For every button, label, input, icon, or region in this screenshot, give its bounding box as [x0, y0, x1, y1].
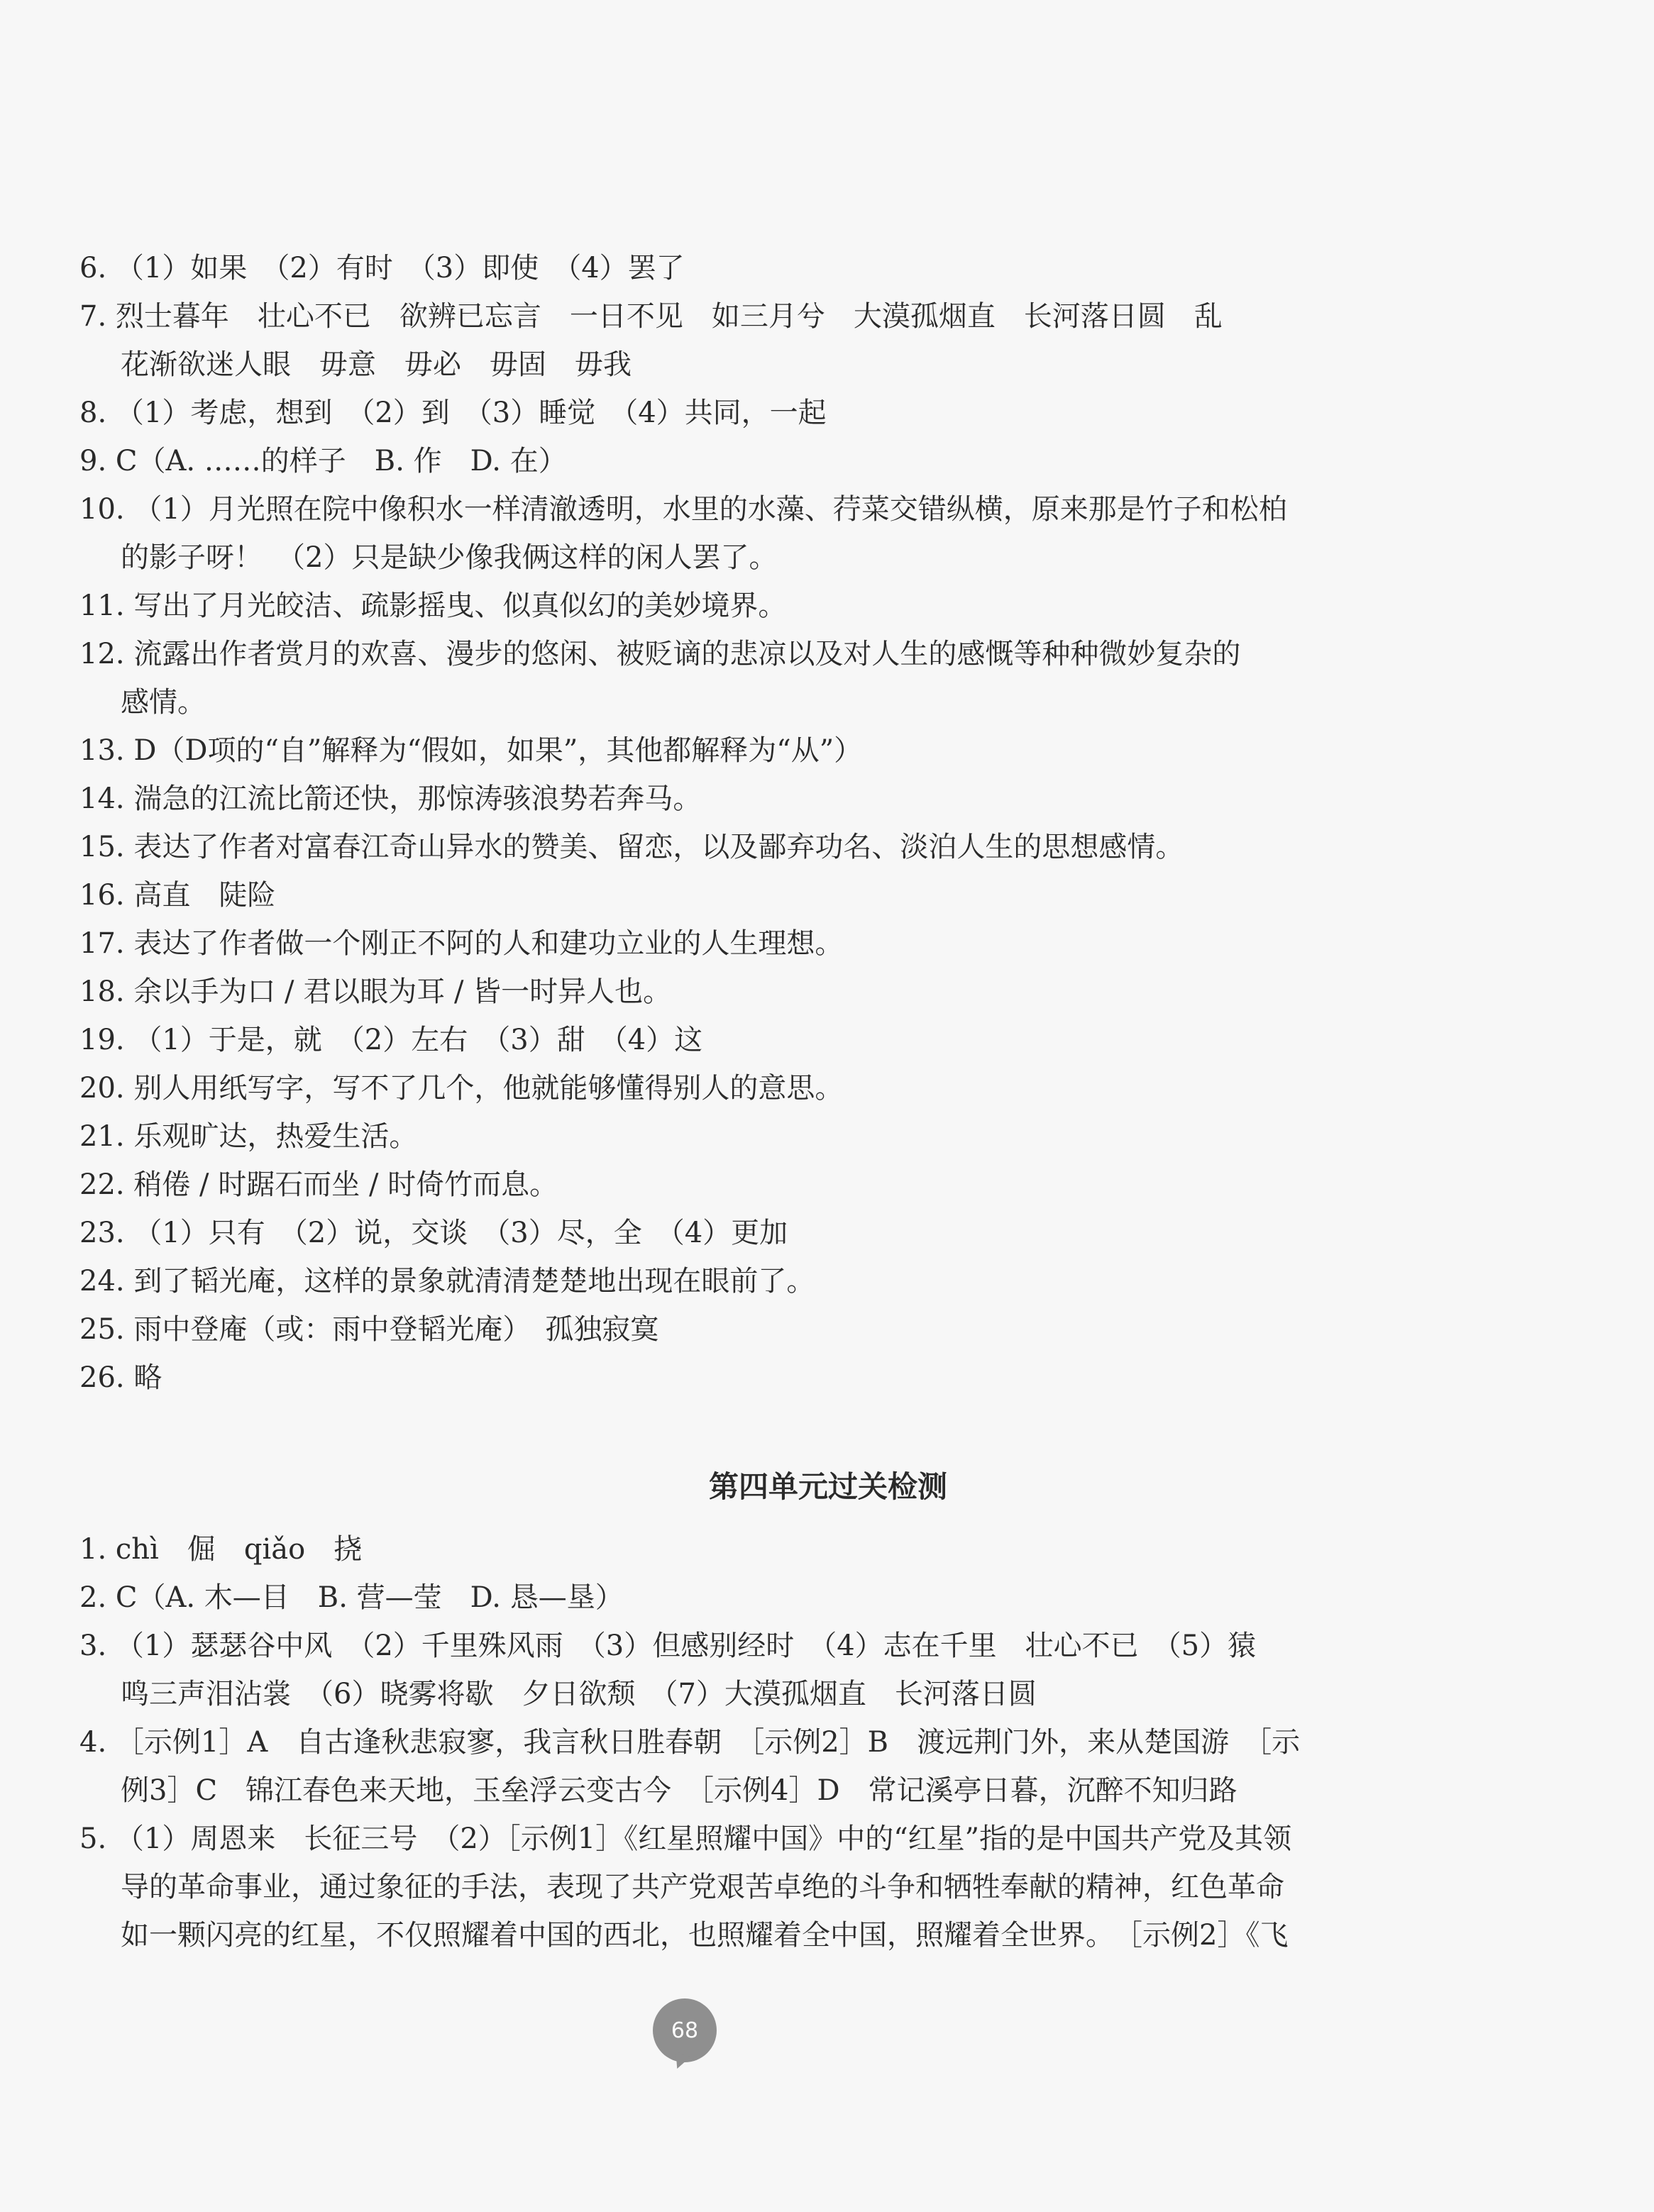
answer-text: C（A. ……的样子 B. 作 D. 在）	[115, 445, 567, 477]
answer-content	[79, 244, 1577, 1959]
answer-number: 18.	[79, 975, 125, 1008]
answer-number: 3.	[79, 1630, 107, 1662]
answer-line	[79, 726, 1577, 775]
answer-line	[79, 292, 1577, 341]
answer-line	[79, 1257, 1577, 1305]
answer-number: 4.	[79, 1726, 107, 1759]
answer-line	[79, 1622, 1577, 1670]
answer-number: 22.	[79, 1168, 125, 1201]
answer-text: 烈士暮年 壮心不已 欲辨已忘言 一日不见 如三月兮 大漠孤烟直 长河落日圆 乱	[115, 300, 1223, 333]
answer-text: （1）于是，就 （2）左右 （3）甜 （4）这	[133, 1024, 703, 1056]
answer-line	[79, 775, 1577, 823]
answer-text: 略	[133, 1361, 162, 1394]
answer-text: 写出了月光皎洁、疏影摇曳、似真似幻的美妙境界。	[133, 590, 787, 622]
answer-text: chì 倔 qiǎo 挠	[115, 1533, 363, 1566]
answer-line	[79, 1305, 1577, 1354]
section-spacer	[79, 1402, 1577, 1427]
answer-line	[79, 485, 1577, 533]
answer-line	[79, 871, 1577, 919]
answer-number: 26.	[79, 1361, 125, 1394]
answer-text: 余以手为口 / 君以眼为耳 / 皆一时异人也。	[133, 975, 672, 1008]
answer-text: ［示例1］A 自古逢秋悲寂寥，我言秋日胜春朝 ［示例2］B 渡远荆门外，来从楚国游 ［示	[115, 1726, 1301, 1759]
answer-text: 的影子呀！ （2）只是缺少像我俩这样的闲人罢了。	[121, 541, 778, 574]
answer-text: （1）只有 （2）说，交谈 （3）尽，全 （4）更加	[133, 1217, 788, 1249]
answer-text: 例3］C 锦江春色来天地，玉垒浮云变古今 ［示例4］D 常记溪亭日暮，沉醉不知归路	[121, 1774, 1237, 1807]
answer-line	[79, 1670, 1577, 1718]
answer-line	[79, 1064, 1577, 1112]
answer-line	[79, 1574, 1577, 1622]
answer-number: 12.	[79, 638, 125, 670]
answer-line	[79, 582, 1577, 630]
answer-number: 10.	[79, 493, 125, 526]
answer-line	[79, 823, 1577, 871]
answer-number: 21.	[79, 1120, 125, 1153]
answer-text: 流露出作者赏月的欢喜、漫步的悠闲、被贬谪的悲凉以及对人生的感慨等种种微妙复杂的	[133, 638, 1241, 670]
answer-text: （1）考虑，想到 （2）到 （3）睡觉 （4）共同，一起	[115, 397, 827, 429]
answer-text: 稍倦 / 时踞石而坐 / 时倚竹而息。	[133, 1168, 558, 1201]
answer-number: 7.	[79, 300, 107, 333]
answer-line	[79, 1209, 1577, 1257]
answer-line	[79, 968, 1577, 1016]
answer-number: 17.	[79, 927, 125, 960]
answer-line	[79, 1161, 1577, 1209]
answer-text: 花渐欲迷人眼 毋意 毋必 毋固 毋我	[121, 348, 632, 381]
answer-number: 14.	[79, 783, 125, 815]
answer-number: 15.	[79, 831, 125, 863]
answer-number: 24.	[79, 1265, 125, 1298]
answer-line	[79, 389, 1577, 437]
answer-line	[79, 1525, 1577, 1574]
answer-text: 乐观旷达，热爱生活。	[133, 1120, 418, 1153]
answers-part-2	[79, 1525, 1577, 1959]
answer-text: 到了韬光庵，这样的景象就清清楚楚地出现在眼前了。	[133, 1265, 815, 1298]
answer-text: 雨中登庵（或：雨中登韬光庵） 孤独寂寞	[133, 1313, 659, 1346]
answer-number: 19.	[79, 1024, 125, 1056]
page-number-badge	[653, 1998, 717, 2062]
answer-line	[79, 1863, 1577, 1911]
answer-line	[79, 437, 1577, 485]
answer-text: 湍急的江流比箭还快，那惊涛骇浪势若奔马。	[133, 783, 702, 815]
answer-line	[79, 244, 1577, 292]
answer-line	[79, 630, 1577, 678]
answer-line	[79, 678, 1577, 726]
answer-line	[79, 533, 1577, 582]
answer-number: 8.	[79, 397, 107, 429]
answer-number: 25.	[79, 1313, 125, 1346]
answers-part-1	[79, 244, 1577, 1402]
answer-text: （1）周恩来 长征三号 （2）［示例1］《红星照耀中国》中的“红星”指的是中国共产党及其领	[115, 1823, 1292, 1855]
answer-number: 1.	[79, 1533, 107, 1566]
answer-text: 表达了作者对富春江奇山异水的赞美、留恋，以及鄙弃功名、淡泊人生的思想感情。	[133, 831, 1184, 863]
answer-line	[79, 341, 1577, 389]
answer-text: （1）月光照在院中像积水一样清澈透明，水里的水藻、荇菜交错纵横，原来那是竹子和松柏	[133, 493, 1287, 526]
answer-number: 11.	[79, 590, 125, 622]
answer-text: 如一颗闪亮的红星，不仅照耀着中国的西北，也照耀着全中国，照耀着全世界。 ［示例2］《飞	[121, 1919, 1289, 1952]
answer-text: 感情。	[121, 686, 206, 719]
answer-text: 鸣三声泪沾裳 （6）晓雾将歇 夕日欲颓 （7）大漠孤烟直 长河落日圆	[121, 1678, 1037, 1710]
answer-text: （1）瑟瑟谷中风 （2）千里殊风雨 （3）但感别经时 （4）志在千里 壮心不已 （5）猿	[115, 1630, 1257, 1662]
answer-line	[79, 1718, 1577, 1766]
page-number: 68	[671, 2018, 699, 2043]
answer-text: 导的革命事业，通过象征的手法，表现了共产党艰苦卓绝的斗争和牺牲奉献的精神，红色革命	[121, 1871, 1284, 1903]
answer-line	[79, 1911, 1577, 1959]
answer-number: 9.	[79, 445, 107, 477]
answer-text: （1）如果 （2）有时 （3）即使 （4）罢了	[115, 252, 685, 284]
answer-line	[79, 1766, 1577, 1815]
answer-number: 2.	[79, 1581, 107, 1614]
answer-line	[79, 1112, 1577, 1161]
answer-text: D（D项的“自”解释为“假如，如果”，其他都解释为“从”）	[133, 734, 863, 767]
answer-number: 23.	[79, 1217, 125, 1249]
answer-text: 别人用纸写字，写不了几个，他就能够懂得别人的意思。	[133, 1072, 844, 1105]
answer-line	[79, 919, 1577, 968]
section-title: 第四单元过关检测	[708, 1469, 947, 1504]
answer-number: 20.	[79, 1072, 125, 1105]
answer-number: 5.	[79, 1823, 107, 1855]
answer-text: C（A. 木—目 B. 营—莹 D. 恳—垦）	[115, 1581, 624, 1614]
answer-number: 16.	[79, 879, 125, 912]
answer-line	[79, 1815, 1577, 1863]
answer-number: 6.	[79, 252, 107, 284]
answer-text: 表达了作者做一个刚正不阿的人和建功立业的人生理想。	[133, 927, 844, 960]
answer-line	[79, 1016, 1577, 1064]
answer-text: 高直 陡险	[133, 879, 276, 912]
answer-line	[79, 1354, 1577, 1402]
answer-number: 13.	[79, 734, 125, 767]
